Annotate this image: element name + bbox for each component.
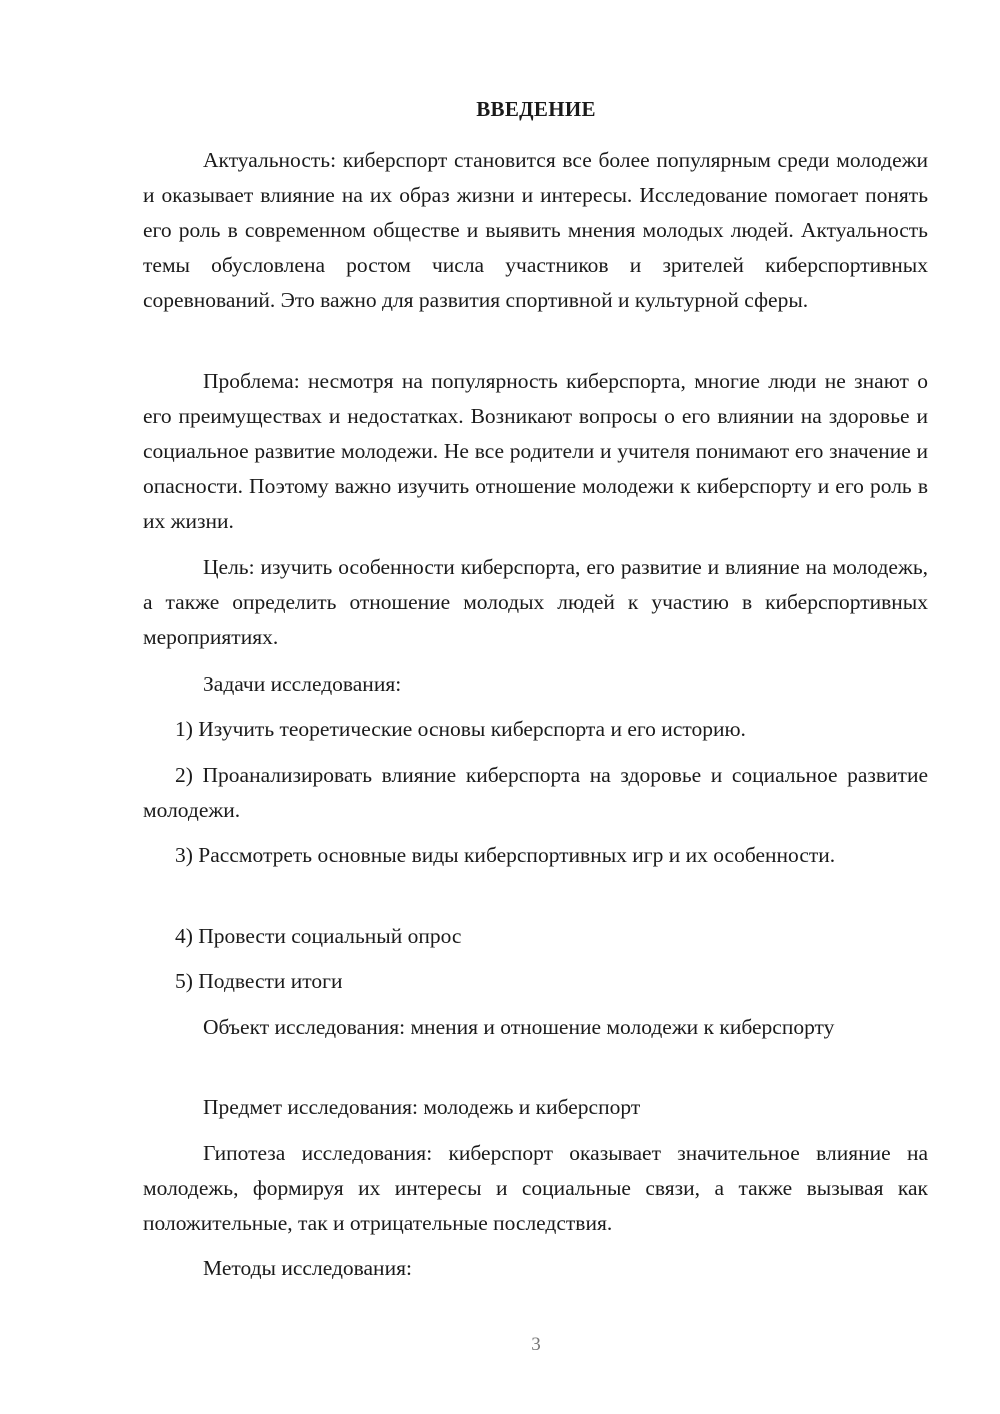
- paragraph-problem: Проблема: несмотря на популярность киберспорта, многие люди не знают о его преимуществах и недостатках. Возникают вопросы о его влиянии на здоровье и социальное развитие молодежи. Не все родители и учителя понимают его значение и опасности. Поэтому важно изучить отношение молодежи к киберспорту и его роль в их жизни.: [143, 369, 928, 533]
- page-title: ВВЕДЕНИЕ: [476, 97, 596, 121]
- list-item-task-5: 5) Подвести итоги: [175, 969, 343, 993]
- paragraph-relevance: Актуальность: киберспорт становится все более популярным среди молодежи и оказывает влияние на их образ жизни и интересы. Исследование помогает понять его роль в современном обществе и выявить мнения молодых людей. Актуальность темы обусловлена ростом числа участников и зрителей киберспортивных соревнований. Это важно для развития спортивной и культурной сферы.: [143, 148, 928, 312]
- paragraph-goal: Цель: изучить особенности киберспорта, его развитие и влияние на молодежь, а также определить отношение молодых людей к участию в киберспортивных мероприятиях.: [143, 555, 928, 649]
- page-number: 3: [531, 1334, 541, 1355]
- list-item-task-3: 3) Рассмотреть основные виды киберспортивных игр и их особенности.: [175, 843, 836, 867]
- list-item-task-1: 1) Изучить теоретические основы киберспорта и его историю.: [175, 717, 746, 741]
- tasks-title: Задачи исследования:: [203, 672, 402, 696]
- list-item-task-4: 4) Провести социальный опрос: [175, 924, 462, 948]
- paragraph-object: Объект исследования: мнения и отношение молодежи к киберспорту: [203, 1015, 835, 1039]
- list-item-task-2: 2) Проанализировать влияние киберспорта на здоровье и социальное развитие молодежи.: [143, 763, 928, 822]
- paragraph-methods: Методы исследования:: [203, 1256, 412, 1280]
- paragraph-hypothesis: Гипотеза исследования: киберспорт оказывает значительное влияние на молодежь, формируя их интересы и социальные связи, а также вызывая как положительные, так и отрицательные последствия.: [143, 1141, 928, 1235]
- paragraph-subject: Предмет исследования: молодежь и киберспорт: [203, 1095, 641, 1119]
